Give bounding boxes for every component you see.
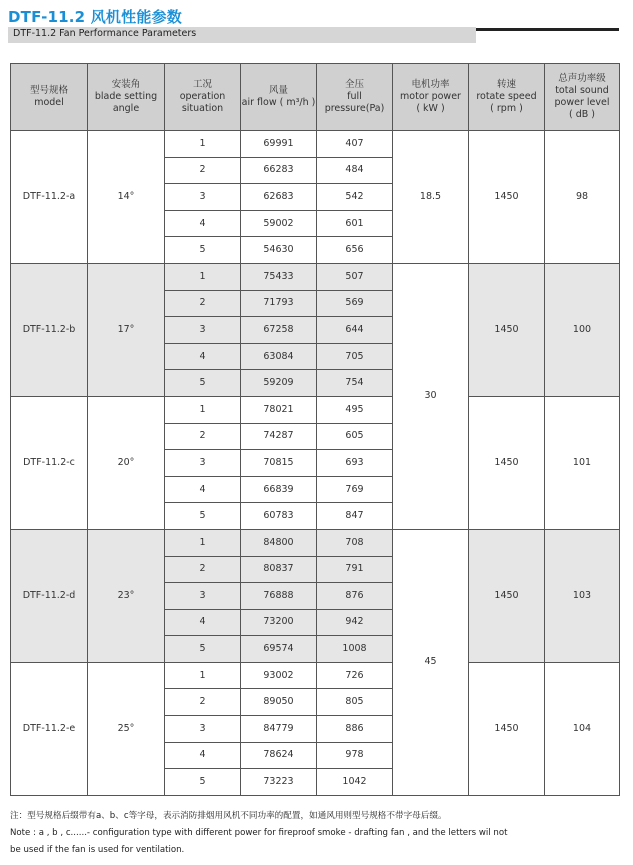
cell-pressure: 484	[317, 157, 393, 184]
table-row	[11, 529, 620, 556]
cell-airflow: 73200	[241, 609, 317, 636]
cell-pressure: 542	[317, 184, 393, 211]
cell-sound: 104	[545, 662, 620, 795]
cell-angle: 20°	[88, 396, 165, 529]
table-row	[11, 662, 620, 689]
cell-situation: 3	[165, 184, 241, 211]
cell-pressure: 942	[317, 609, 393, 636]
cell-angle: 23°	[88, 529, 165, 662]
cell-airflow: 59209	[241, 370, 317, 397]
cell-pressure: 644	[317, 317, 393, 344]
header-rule	[476, 28, 619, 31]
cell-pressure: 656	[317, 237, 393, 264]
cell-angle: 25°	[88, 662, 165, 795]
cell-airflow: 76888	[241, 583, 317, 610]
cell-speed: 1450	[469, 396, 545, 529]
cell-situation: 5	[165, 370, 241, 397]
cell-pressure: 601	[317, 210, 393, 237]
cell-airflow: 84800	[241, 529, 317, 556]
performance-table	[10, 63, 620, 796]
cell-pressure: 1042	[317, 769, 393, 796]
cell-airflow: 63084	[241, 343, 317, 370]
table-row	[11, 131, 620, 158]
header-row	[11, 64, 620, 131]
cell-airflow: 70815	[241, 450, 317, 477]
cell-situation: 4	[165, 609, 241, 636]
cell-airflow: 93002	[241, 662, 317, 689]
cell-airflow: 84779	[241, 716, 317, 743]
cell-situation: 1	[165, 131, 241, 158]
cell-sound: 101	[545, 396, 620, 529]
cell-model: DTF-11.2-c	[11, 396, 88, 529]
cell-situation: 3	[165, 583, 241, 610]
cell-pressure: 791	[317, 556, 393, 583]
header-model: 型号规格 model	[11, 64, 88, 131]
cell-airflow: 78021	[241, 396, 317, 423]
cell-airflow: 62683	[241, 184, 317, 211]
cell-pressure: 886	[317, 716, 393, 743]
cell-model: DTF-11.2-a	[11, 131, 88, 264]
cell-pressure: 507	[317, 263, 393, 290]
cell-airflow: 80837	[241, 556, 317, 583]
cell-airflow: 73223	[241, 769, 317, 796]
cell-airflow: 60783	[241, 503, 317, 530]
cell-situation: 2	[165, 157, 241, 184]
cell-sound: 98	[545, 131, 620, 264]
cell-pressure: 605	[317, 423, 393, 450]
cell-situation: 5	[165, 503, 241, 530]
cell-situation: 2	[165, 556, 241, 583]
cell-pressure: 693	[317, 450, 393, 477]
cell-airflow: 78624	[241, 742, 317, 769]
cell-situation: 1	[165, 529, 241, 556]
table-row	[11, 263, 620, 290]
cell-airflow: 66839	[241, 476, 317, 503]
subtitle: DTF-11.2 Fan Performance Parameters	[13, 28, 197, 39]
cell-motor-power: 45	[393, 529, 469, 795]
cell-situation: 2	[165, 423, 241, 450]
cell-pressure: 876	[317, 583, 393, 610]
cell-pressure: 407	[317, 131, 393, 158]
cell-airflow: 66283	[241, 157, 317, 184]
cell-speed: 1450	[469, 131, 545, 264]
cell-situation: 3	[165, 450, 241, 477]
cell-situation: 4	[165, 210, 241, 237]
cell-pressure: 805	[317, 689, 393, 716]
cell-situation: 1	[165, 263, 241, 290]
cell-sound: 103	[545, 529, 620, 662]
header-pressure: 全压 full pressure(Pa)	[317, 64, 393, 131]
cell-situation: 4	[165, 742, 241, 769]
cell-airflow: 69574	[241, 636, 317, 663]
cell-airflow: 75433	[241, 263, 317, 290]
cell-speed: 1450	[469, 529, 545, 662]
header-airflow: 风量 air flow ( m³/h )	[241, 64, 317, 131]
cell-situation: 3	[165, 716, 241, 743]
cell-motor-power: 30	[393, 263, 469, 529]
cell-pressure: 769	[317, 476, 393, 503]
cell-pressure: 978	[317, 742, 393, 769]
cell-pressure: 1008	[317, 636, 393, 663]
cell-situation: 1	[165, 396, 241, 423]
cell-situation: 2	[165, 689, 241, 716]
cell-airflow: 89050	[241, 689, 317, 716]
cell-situation: 3	[165, 317, 241, 344]
cell-angle: 14°	[88, 131, 165, 264]
header-situation: 工况 operation situation	[165, 64, 241, 131]
cell-pressure: 705	[317, 343, 393, 370]
cell-motor-power: 18.5	[393, 131, 469, 264]
table-row	[11, 396, 620, 423]
cell-situation: 4	[165, 476, 241, 503]
cell-pressure: 847	[317, 503, 393, 530]
cell-situation: 2	[165, 290, 241, 317]
cell-situation: 5	[165, 237, 241, 264]
cell-airflow: 54630	[241, 237, 317, 264]
cell-model: DTF-11.2-d	[11, 529, 88, 662]
cell-sound: 100	[545, 263, 620, 396]
cell-speed: 1450	[469, 263, 545, 396]
note-en-line1: Note : a , b , c......- configuration type with different power for fireproof smoke - drafting fan , and the letters wil not	[10, 828, 508, 838]
page-title: DTF-11.2 风机性能参数	[8, 8, 182, 26]
cell-situation: 5	[165, 636, 241, 663]
cell-situation: 4	[165, 343, 241, 370]
cell-situation: 1	[165, 662, 241, 689]
header-sound: 总声功率级 total sound power level ( dB )	[545, 64, 620, 131]
cell-model: DTF-11.2-b	[11, 263, 88, 396]
cell-airflow: 67258	[241, 317, 317, 344]
cell-model: DTF-11.2-e	[11, 662, 88, 795]
cell-pressure: 754	[317, 370, 393, 397]
cell-pressure: 495	[317, 396, 393, 423]
cell-airflow: 71793	[241, 290, 317, 317]
cell-pressure: 569	[317, 290, 393, 317]
cell-airflow: 74287	[241, 423, 317, 450]
note-cn: 注：型号规格后缀带有a、b、c等字母，表示消防排烟用风机不同功率的配置，如通风用则型号规格不带字母后缀。	[10, 811, 447, 821]
cell-pressure: 708	[317, 529, 393, 556]
header-angle: 安装角 blade setting angle	[88, 64, 165, 131]
cell-airflow: 59002	[241, 210, 317, 237]
cell-speed: 1450	[469, 662, 545, 795]
cell-pressure: 726	[317, 662, 393, 689]
header-speed: 转速 rotate speed ( rpm )	[469, 64, 545, 131]
cell-airflow: 69991	[241, 131, 317, 158]
header-motor-power: 电机功率 motor power ( kW )	[393, 64, 469, 131]
cell-situation: 5	[165, 769, 241, 796]
subtitle-bar	[8, 27, 476, 43]
note-en-line2: be used if the fan is used for ventilation.	[10, 845, 185, 855]
cell-angle: 17°	[88, 263, 165, 396]
